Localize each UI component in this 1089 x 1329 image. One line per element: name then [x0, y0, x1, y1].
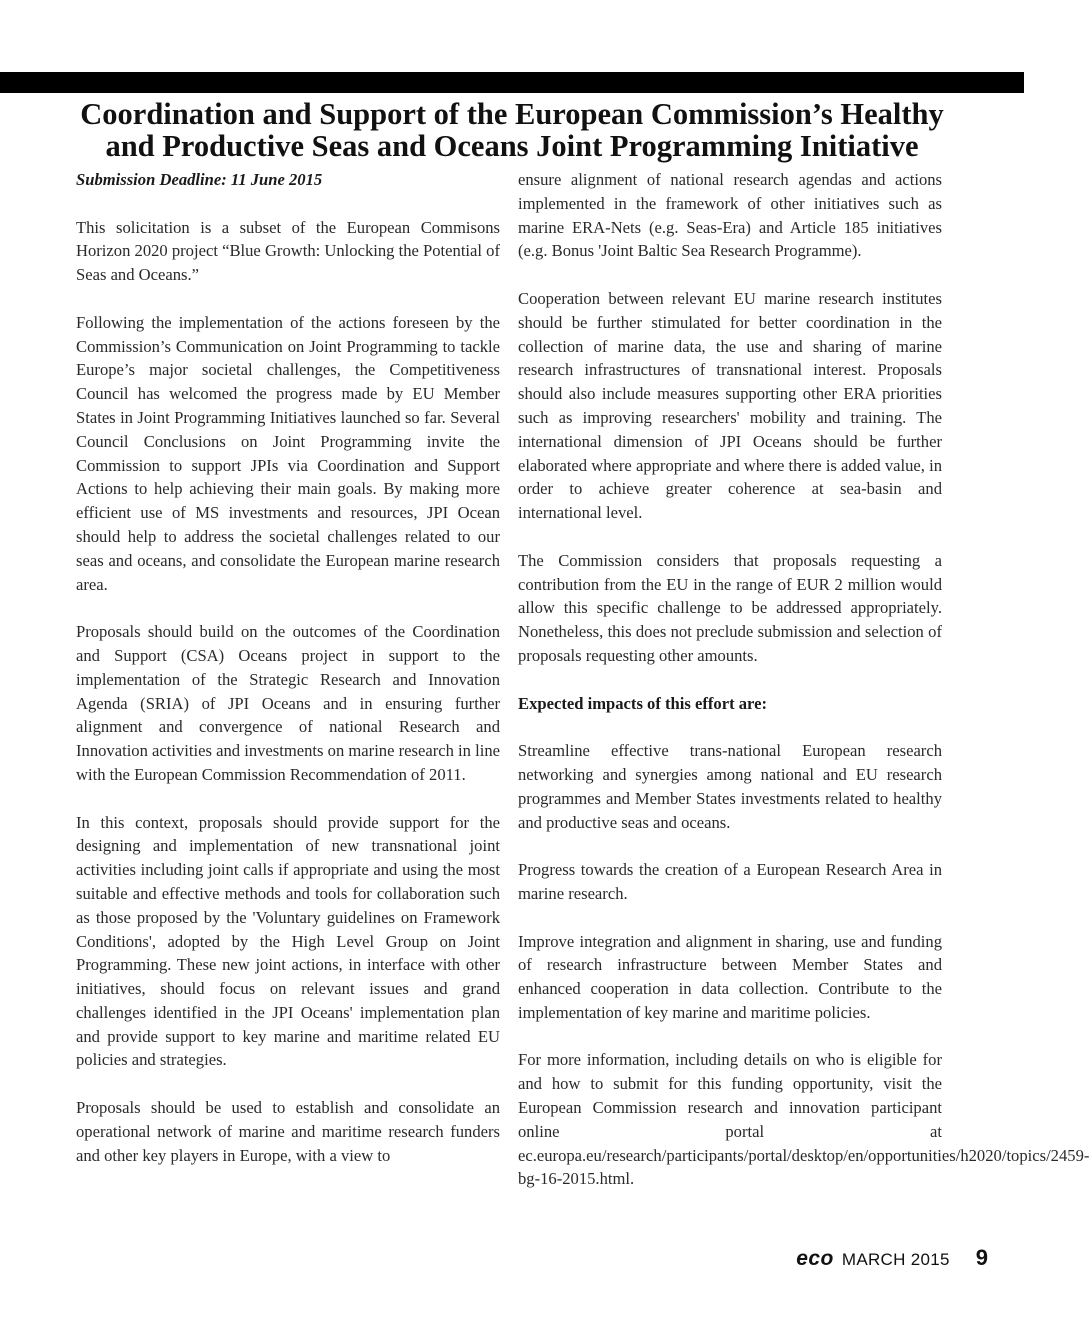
impact-streamline: Streamline effective trans-national European research networking and synergies among national and EU research programmes and Member States investments related to healthy and productive seas and oceans.: [518, 741, 942, 832]
paragraph-network-continued: ensure alignment of national research agendas and actions implemented in the framework of other initiatives such as marine ERA-Nets (e.g. Seas-Era) and Article 185 initiatives (e.g. Bonus 'Joint Baltic Sea Research Programme).: [518, 170, 942, 261]
article-title-line-1: Coordination and Support of the European Commission’s Healthy: [80, 97, 944, 131]
impact-integration: Improve integration and alignment in sharing, use and funding of research infrastructure between Member States and enhanced cooperation in data collection. Contribute to the implementation of key marine and maritime policies.: [518, 931, 942, 1022]
paragraph-background: Following the implementation of the actions foreseen by the Commission’s Communication on Joint Programming to tackle Europe’s major societal challenges, the Competitiveness Council has welcomed the progress made by EU Member States in Joint Programming Initiatives launched so far. Several Council Conclusions on Joint Programming invite the Commission to support JPIs via Coordination and Support Actions to help achieving their main goals. By making more efficient use of MS investments and resources, JPI Ocean should help to address the societal challenges related to our seas and oceans, and consolidate the European marine research area.: [76, 312, 500, 594]
page-footer: [796, 1245, 988, 1271]
header-bar: [0, 72, 1024, 93]
submission-deadline: Submission Deadline: 11 June 2015: [76, 170, 323, 189]
paragraph-cooperation: Cooperation between relevant EU marine research institutes should be further stimulated for better coordination in the collection of marine data, the use and sharing of marine research infrastructures of transnational interest. Proposals should also include measures supporting other ERA priorities such as improving researchers' mobility and training. The international dimension of JPI Oceans should be further elaborated where appropriate and where there is added value, in order to achieve greater coherence at sea-basin and international level.: [518, 288, 942, 523]
more-information: For more information, including details on who is eligible for and how to submit for this funding opportunity, visit the European Commission research and innovation participant online portal at ec.europa.eu/research/participants/portal/desktop/en/opportunities/h2020/topics/2459-bg-16-2015.html.: [518, 1050, 1089, 1189]
impact-research-area: Progress towards the creation of a European Research Area in marine research.: [518, 860, 942, 903]
magazine-logo: eco: [796, 1247, 834, 1270]
paragraph-funding: The Commission considers that proposals requesting a contribution from the EU in the range of EUR 2 million would allow this specific challenge to be addressed appropriately. Nonetheless, this does not preclude submission and selection of proposals requesting other amounts.: [518, 550, 942, 665]
page-number: 9: [975, 1245, 988, 1270]
paragraph-context: In this context, proposals should provide support for the designing and implementation of new transnational joint activities including joint calls if appropriate and using the most suitable and effective methods and tools for collaboration such as those proposed by the 'Voluntary guidelines on Framework Conditions', adopted by the High Level Group on Joint Programming. These new joint actions, in interface with other initiatives, should focus on relevant issues and grand challenges identified in the JPI Oceans' implementation plan and provide support to key marine and maritime related EU policies and strategies.: [76, 812, 500, 1070]
left-column: [76, 168, 500, 1191]
issue-date: MARCH 2015: [841, 1250, 950, 1269]
right-column: [518, 168, 1089, 1215]
article-title-line-2: and Productive Seas and Oceans Joint Programming Initiative: [105, 129, 919, 163]
impacts-heading: Expected impacts of this effort are:: [518, 693, 767, 713]
paragraph-intro: This solicitation is a subset of the European Commisons Horizon 2020 project “Blue Growth: Unlocking the Potential of Seas and Oceans.”: [76, 217, 500, 285]
paragraph-network: Proposals should be used to establish and consolidate an operational network of marine and maritime research funders and other key players in Europe, with a view to: [76, 1098, 500, 1165]
paragraph-proposals-build: Proposals should build on the outcomes of the Coordination and Support (CSA) Oceans project in support to the implementation of the Strategic Research and Innovation Agenda (SRIA) of JPI Oceans and in ensuring further alignment and convergence of national Research and Innovation activities and investments on marine research in line with the European Commission Recommendation of 2011.: [76, 622, 500, 784]
article-title: [40, 98, 984, 162]
